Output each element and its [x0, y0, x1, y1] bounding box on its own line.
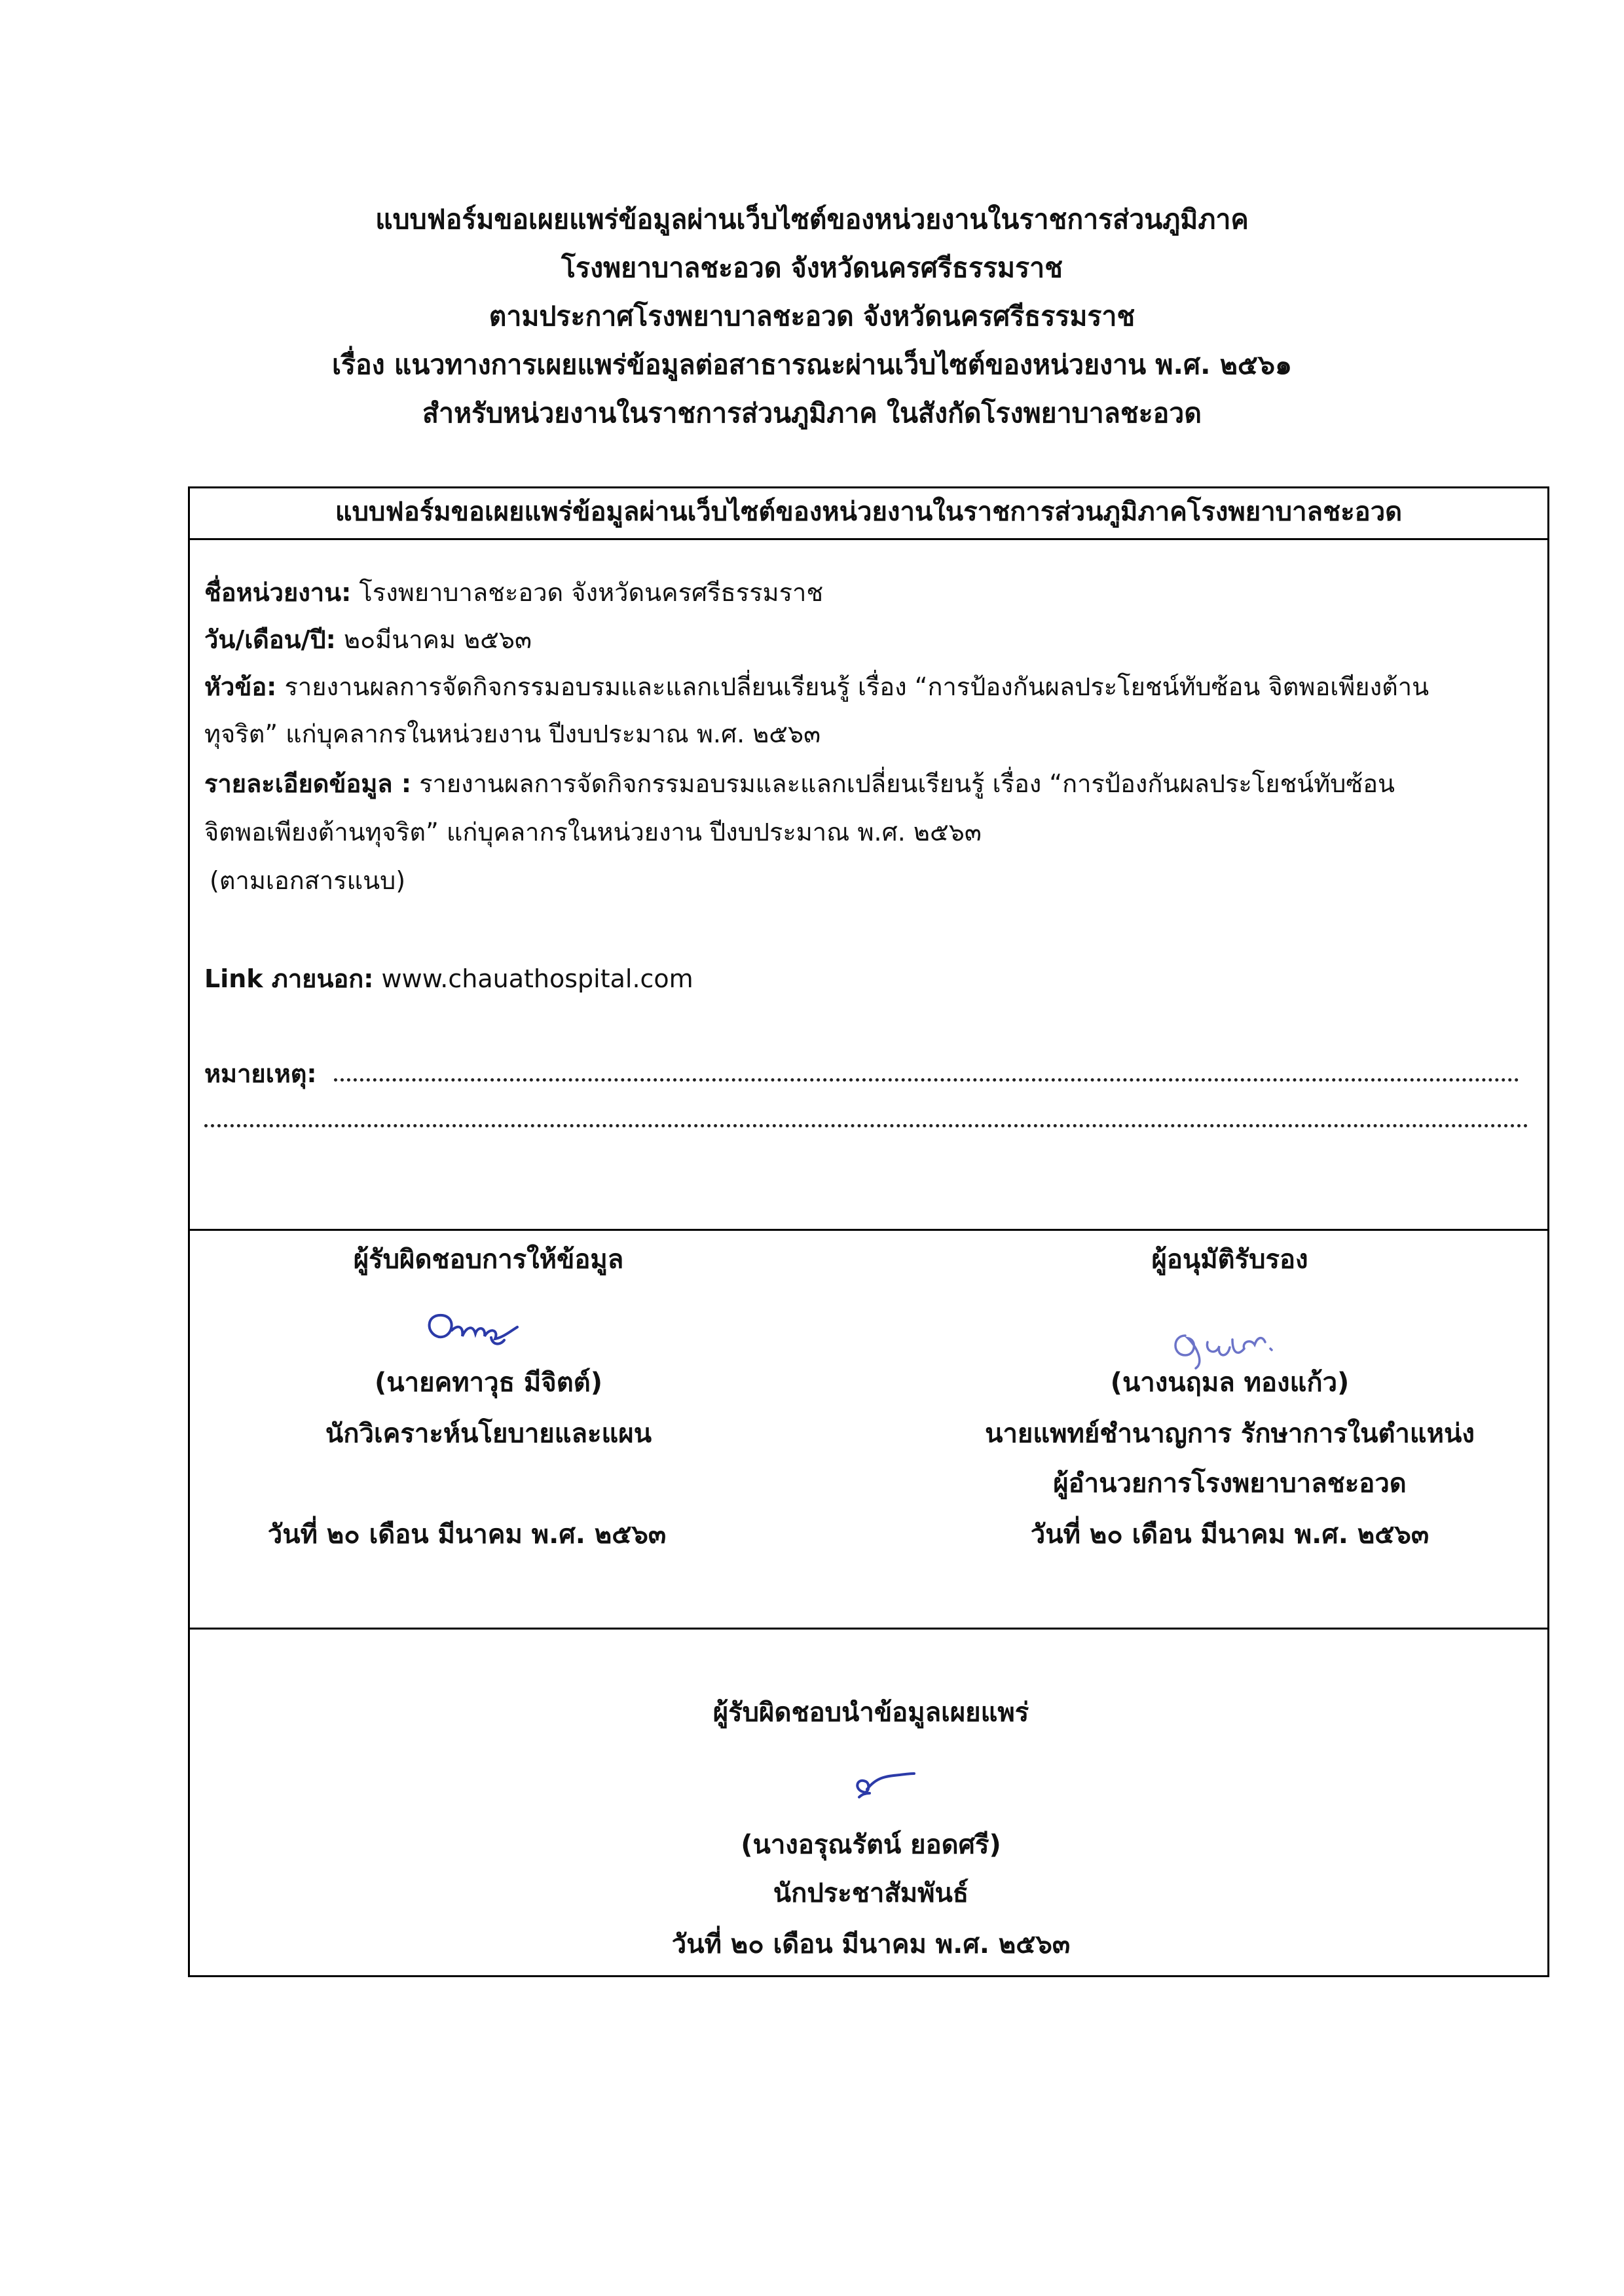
note-dotted-line-1: [334, 1078, 1519, 1082]
date-label: วัน/เดือน/ปี:: [204, 625, 336, 654]
header-line-2: โรงพยาบาลชะอวด จังหวัดนครศรีธรรมราช: [561, 252, 1063, 283]
form-title: แบบฟอร์มขอเผยแพร่ข้อมูลผ่านเว็บไซต์ของหน่วยงานในราชการส่วนภูมิภาคโรงพยาบาลชะอวด: [190, 488, 1547, 540]
publisher-signature-image: [837, 1763, 935, 1809]
header-line-5: สำหรับหน่วยงานในราชการส่วนภูมิภาค ในสังกัดโรงพยาบาลชะอวด: [422, 397, 1202, 429]
unit-value: โรงพยาบาลชะอวด จังหวัดนครศรีธรรมราช: [351, 578, 824, 607]
publisher-position: นักประชาสัมพันธ์: [773, 1878, 969, 1908]
topic-label: หัวข้อ:: [204, 672, 277, 701]
topic-line: [204, 670, 1429, 703]
detail-value-1: รายงานผลการจัดกิจกรรมอบรมและแลกเปลี่ยนเรียนรู้ เรื่อง “การป้องกันผลประโยชน์ทับซ้อน: [411, 769, 1395, 798]
note-dotted-line-2: [204, 1124, 1528, 1127]
detail-value-2: จิตพอเพียงต้านทุจริต” แก่บุคลากรในหน่วยงาน ปีงบประมาณ พ.ศ. ๒๕๖๓: [204, 818, 982, 847]
handwritten-signature-icon: [837, 1763, 935, 1809]
signature-section: [190, 1231, 1547, 1630]
detail-value-3: (ตามเอกสารแนบ): [210, 866, 406, 895]
header-line-3: ตามประกาศโรงพยาบาลชะอวด จังหวัดนครศรีธรรมราช: [489, 301, 1135, 332]
header-line-1: แบบฟอร์มขอเผยแพร่ข้อมูลผ่านเว็บไซต์ของหน่วยงานในราชการส่วนภูมิภาค: [375, 204, 1249, 235]
left-signature-image: [413, 1307, 544, 1357]
note-label: หมายเหตุ:: [204, 1059, 317, 1088]
unit-label: ชื่อหน่วยงาน:: [204, 578, 352, 607]
link-line: [204, 962, 693, 995]
left-signer-heading: ผู้รับผิดชอบการให้ข้อมูล: [353, 1245, 624, 1275]
handwritten-signature-icon: [413, 1307, 544, 1357]
left-signer-date: วันที่ ๒๐ เดือน มีนาคม พ.ศ. ๒๕๖๓: [267, 1520, 667, 1550]
info-section: [190, 540, 1547, 1231]
note-line: [204, 1057, 317, 1090]
detail-line: [204, 767, 1395, 800]
publication-form: [188, 486, 1549, 1977]
right-signer-heading: ผู้อนุมัติรับรอง: [1151, 1245, 1308, 1275]
left-signer-position: นักวิเคราะห์นโยบายและแผน: [325, 1419, 652, 1449]
right-signer-name: (นางนฤมล ทองแก้ว): [1110, 1368, 1350, 1398]
left-signer-name: (นายคทาวุธ มีจิตต์): [375, 1368, 602, 1398]
right-signer-position-1: นายแพทย์ชำนาญการ รักษาการในตำแหน่ง: [985, 1419, 1475, 1449]
topic-value-1: รายงานผลการจัดกิจกรรมอบรมและแลกเปลี่ยนเรียนรู้ เรื่อง “การป้องกันผลประโยชน์ทับซ้อน จิตพอเพียงต้าน: [276, 672, 1430, 701]
right-signer-date: วันที่ ๒๐ เดือน มีนาคม พ.ศ. ๒๕๖๓: [1030, 1520, 1430, 1550]
detail-label: รายละเอียดข้อมูล :: [204, 769, 412, 798]
publisher-section: [190, 1630, 1547, 1979]
right-signer-position-2: ผู้อำนวยการโรงพยาบาลชะอวด: [1053, 1468, 1407, 1499]
header-line-4: เรื่อง แนวทางการเผยแพร่ข้อมูลต่อสาธารณะผ่านเว็บไซต์ของหน่วยงาน พ.ศ. ๒๕๖๑: [331, 349, 1293, 380]
publisher-date: วันที่ ๒๐ เดือน มีนาคม พ.ศ. ๒๕๖๓: [671, 1929, 1071, 1959]
date-value: ๒๐มีนาคม ๒๕๖๓: [335, 625, 532, 654]
publisher-heading: ผู้รับผิดชอบนำข้อมูลเผยแพร่: [712, 1698, 1029, 1728]
document-header: [0, 195, 1624, 437]
link-label: Link ภายนอก:: [204, 964, 374, 993]
topic-value-2: ทุจริต” แก่บุคลากรในหน่วยงาน ปีงบประมาณ พ.ศ. ๒๕๖๓: [204, 720, 821, 748]
publisher-name: (นางอรุณรัตน์ ยอดศรี): [741, 1830, 1001, 1860]
date-line: [204, 623, 532, 656]
link-value: www.chauathospital.com: [373, 964, 693, 993]
unit-line: [204, 576, 823, 609]
